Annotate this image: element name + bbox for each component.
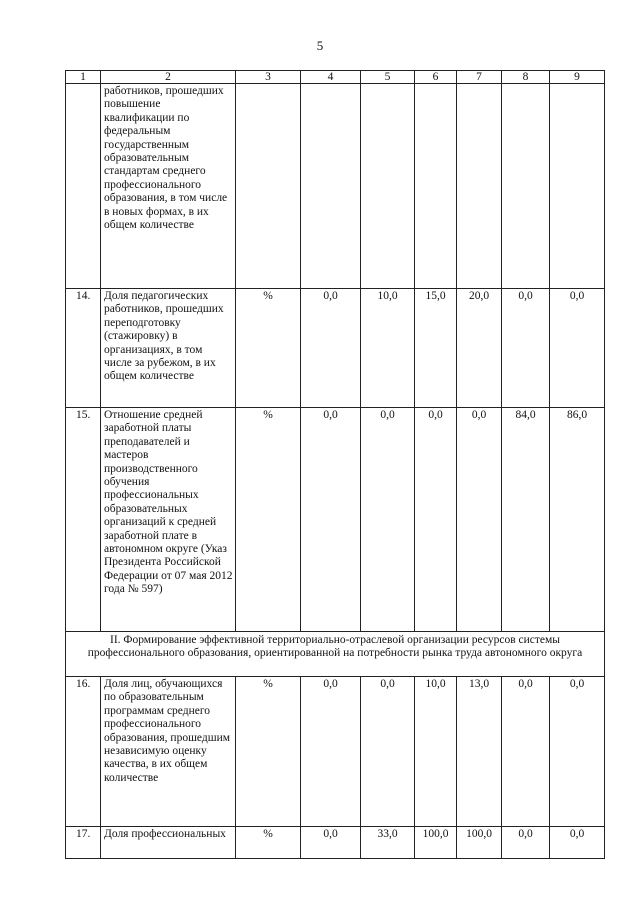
value-cell: 0,0 [301,827,361,859]
value-cell: 0,0 [361,677,415,827]
table-row [66,677,605,827]
value-cell: 0,0 [361,408,415,632]
header-cell: 9 [550,71,605,84]
indicators-table [65,70,605,859]
table-row [66,827,605,859]
value-cell: 0,0 [301,408,361,632]
unit-cell: % [236,289,301,408]
value-cell: 33,0 [361,827,415,859]
header-cell: 4 [301,71,361,84]
row-number: 17. [66,827,101,859]
indicator-name: Доля профессиональных [101,827,236,859]
header-cell: 5 [361,71,415,84]
row-number: 16. [66,677,101,827]
unit-cell: % [236,827,301,859]
table-header-row [66,71,605,84]
value-cell: 0,0 [502,677,550,827]
header-cell: 7 [457,71,502,84]
value-cell: 20,0 [457,289,502,408]
section-title: II. Формирование эффективной территориально-отраслевой организации ресурсов системы профессионального образования, ориентированной на потребности рынка труда автономного округа [66,632,605,677]
value-cell: 0,0 [550,827,605,859]
value-cell: 10,0 [415,677,457,827]
value-cell: 0,0 [301,677,361,827]
value-cell: 15,0 [415,289,457,408]
value-cell: 100,0 [415,827,457,859]
header-cell: 2 [101,71,236,84]
page-number: 5 [316,38,324,53]
value-cell [457,84,502,289]
indicator-name: работников, прошедших повышение квалификации по федеральным государственным образовательным стандартам среднего профессионального образования, в том числе в новых формах, в их общем количестве [101,84,236,289]
value-cell: 0,0 [415,408,457,632]
section-row [66,632,605,677]
header-cell: 6 [415,71,457,84]
unit-cell [236,84,301,289]
table-row [66,84,605,289]
value-cell: 0,0 [301,289,361,408]
header-cell: 3 [236,71,301,84]
table-row [66,408,605,632]
value-cell: 0,0 [550,289,605,408]
value-cell: 0,0 [502,289,550,408]
unit-cell: % [236,677,301,827]
value-cell: 0,0 [457,408,502,632]
value-cell: 13,0 [457,677,502,827]
value-cell [502,84,550,289]
row-number [66,84,101,289]
row-number: 15. [66,408,101,632]
table-row [66,289,605,408]
value-cell [415,84,457,289]
header-cell: 8 [502,71,550,84]
header-cell: 1 [66,71,101,84]
value-cell: 100,0 [457,827,502,859]
value-cell [301,84,361,289]
value-cell: 10,0 [361,289,415,408]
unit-cell: % [236,408,301,632]
indicator-name: Доля педагогических работников, прошедших переподготовку (стажировку) в организациях, в том числе за рубежом, в их общем количестве [101,289,236,408]
indicator-name: Отношение средней заработной платы преподавателей и мастеров производственного обучения профессиональных образовательных организаций к средней заработной плате в автономном округе (Указ Президента Российской Федерации от 07 мая 2012 года № 597) [101,408,236,632]
value-cell [361,84,415,289]
value-cell: 86,0 [550,408,605,632]
value-cell [550,84,605,289]
value-cell: 0,0 [502,827,550,859]
row-number: 14. [66,289,101,408]
indicator-name: Доля лиц, обучающихся по образовательным программам среднего профессионального образования, прошедшим независимую оценку качества, в их общем количестве [101,677,236,827]
value-cell: 84,0 [502,408,550,632]
value-cell: 0,0 [550,677,605,827]
